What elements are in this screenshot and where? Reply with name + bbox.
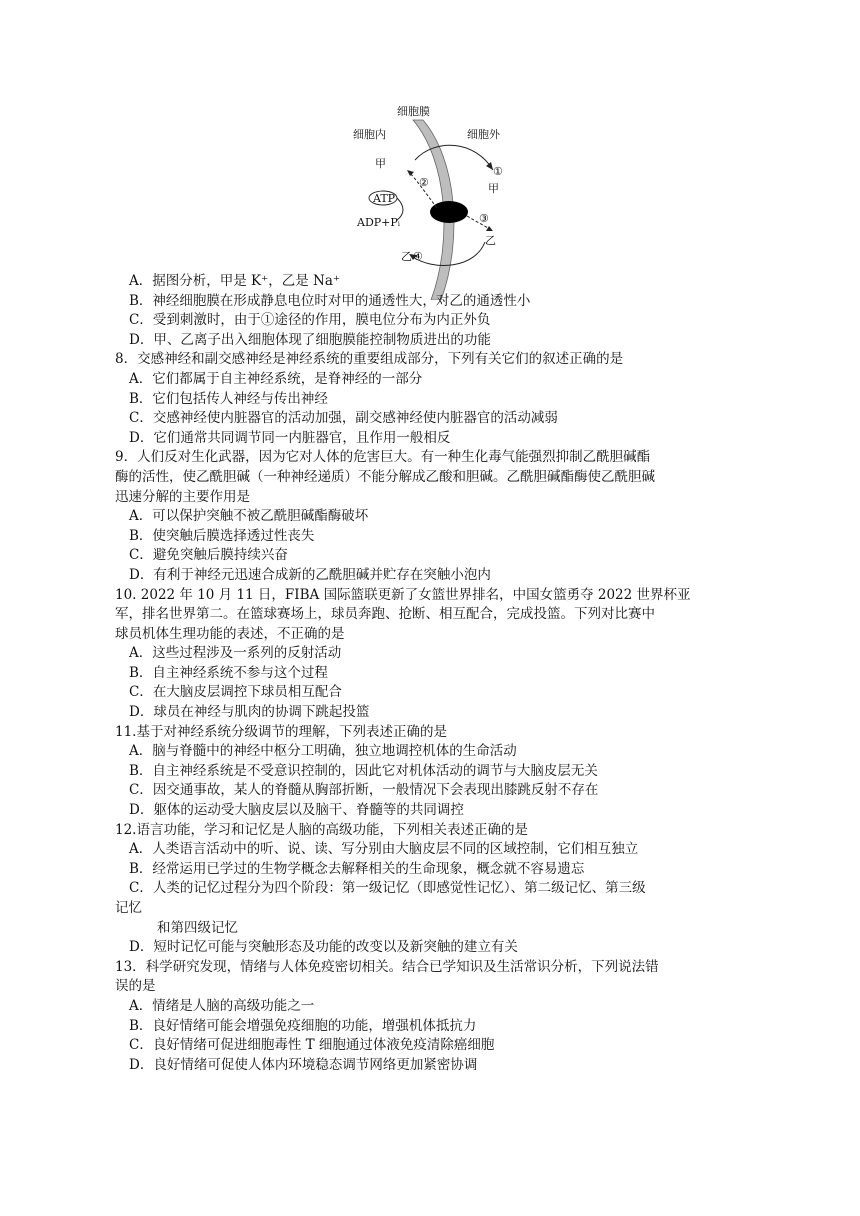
question-line: 酶的活性，使乙酰胆碱（一种神经递质）不能分解成乙酸和胆碱。乙酰胆碱酯酶使乙酰胆碱 xyxy=(115,468,655,485)
question-line: 13．科学研究发现，情绪与人体免疫密切相关。结合已学知识及生活常识分析，下列说法错 xyxy=(115,958,659,975)
question-line: 迅速分解的主要作用是 xyxy=(115,488,250,505)
label-yi-outside: 乙 xyxy=(485,234,496,247)
question-line: 和第四级记忆 xyxy=(157,919,238,936)
label-circle-3: ③ xyxy=(479,212,489,225)
answer-option: D．躯体的运动受大脑皮层以及脑干、脊髓等的共同调控 xyxy=(129,802,464,819)
answer-option: B．良好情绪可能会增强免疫细胞的功能，增强机体抵抗力 xyxy=(129,1017,477,1034)
answer-option: D．它们通常共同调节同一内脏器官，且作用一般相反 xyxy=(129,429,451,446)
answer-option: A．可以保护突触不被乙酰胆碱酯酶破坏 xyxy=(129,508,369,525)
answer-option: D．短时记忆可能与突触形态及功能的改变以及新突触的建立有关 xyxy=(129,939,518,956)
membrane-diagram xyxy=(345,100,520,300)
question-line: 10. 2022 年 10 月 11 日，FIBA 国际篮联更新了女篮世界排名，中国女篮勇夺 2022 世界杯亚 xyxy=(115,586,691,603)
label-jia-inside: 甲 xyxy=(375,157,386,170)
answer-option: B．自主神经系统是不受意识控制的，因此它对机体活动的调节与大脑皮层无关 xyxy=(129,762,598,779)
label-circle-1: ① xyxy=(493,165,503,178)
question-line: 误的是 xyxy=(115,978,156,995)
answer-option: B．使突触后膜选择透过性丧失 xyxy=(129,527,315,544)
question-line: 11.基于对神经系统分级调节的理解，下列表述正确的是 xyxy=(115,723,447,740)
answer-option: A．据图分析，甲是 K⁺，乙是 Na⁺ xyxy=(129,273,341,289)
answer-option: D．球员在神经与肌肉的协调下跳起投篮 xyxy=(129,704,370,721)
answer-option: B．它们包括传人神经与传出神经 xyxy=(129,390,328,407)
answer-option: A．它们都属于自主神经系统，是脊神经的一部分 xyxy=(129,370,423,387)
question-line: 8．交感神经和副交感神经是神经系统的重要组成部分，下列有关它们的叙述正确的是 xyxy=(115,351,624,368)
answer-option: C．交感神经使内脏器官的活动加强，副交感神经使内脏器官的活动减弱 xyxy=(129,410,558,427)
label-inside: 细胞内 xyxy=(353,128,386,141)
arrow-head xyxy=(407,170,414,176)
label-membrane: 细胞膜 xyxy=(397,105,430,118)
question-line: 9．人们反对生化武器，因为它对人体的危害巨大。有一种生化毒气能强烈抑制乙酰胆碱酯 xyxy=(115,449,651,466)
answer-option: C．受到刺激时，由于①途径的作用，膜电位分布为内正外负 xyxy=(129,312,491,329)
answer-option: A．情绪是人脑的高级功能之一 xyxy=(129,997,315,1014)
answer-option: A．脑与脊髓中的神经中枢分工明确，独立地调控机体的生命活动 xyxy=(129,743,517,760)
label-circle-4: ④ xyxy=(413,250,423,263)
label-jia-outside: 甲 xyxy=(488,182,499,195)
answer-option: A．人类语言活动中的听、说、读、写分别由大脑皮层不同的区域控制，它们相互独立 xyxy=(129,841,639,858)
question-line: 军，排名世界第二。在篮球赛场上，球员奔跑、抢断、相互配合，完成投篮。下列对比赛中 xyxy=(115,606,655,623)
label-outside: 细胞外 xyxy=(467,128,500,141)
answer-option: D．有利于神经元迅速合成新的乙酰胆碱并贮存在突触小泡内 xyxy=(129,566,491,583)
answer-option: B．自主神经系统不参与这个过程 xyxy=(129,664,328,681)
answer-option: C．因交通事故，某人的脊髓从胸部折断，一般情况下会表现出膝跳反射不存在 xyxy=(129,782,599,799)
answer-option: D．良好情绪可促使人体内环境稳态调节网络更加紧密协调 xyxy=(129,1056,478,1073)
label-yi-inside: 乙 xyxy=(401,250,412,263)
question-text xyxy=(115,272,735,1075)
label-circle-2: ② xyxy=(419,176,429,189)
answer-option: B．经常运用已学过的生物学概念去解释相关的生命现象，概念就不容易遗忘 xyxy=(129,860,585,877)
carrier-protein xyxy=(430,201,468,223)
question-line: 12.语言功能，学习和记忆是人脑的高级功能，下列相关表述正确的是 xyxy=(115,821,528,838)
answer-option: A．这些过程涉及一系列的反射活动 xyxy=(129,645,342,662)
path-1-arc xyxy=(415,145,493,170)
answer-option: C．良好情绪可促进细胞毒性 T 细胞通过体液免疫清除癌细胞 xyxy=(129,1037,495,1054)
question-line: 记忆 xyxy=(115,900,142,916)
arrow-head xyxy=(486,226,493,231)
answer-option: C．避免突触后膜持续兴奋 xyxy=(129,547,288,564)
membrane-transport-figure xyxy=(345,100,520,300)
label-adp: ADP+Pᵢ xyxy=(357,216,400,229)
answer-option: B．神经细胞膜在形成静息电位时对甲的通透性大，对乙的通透性小 xyxy=(129,292,531,309)
answer-option: C．人类的记忆过程分为四个阶段：第一级记忆（即感觉性记忆）、第二级记忆、第三级 xyxy=(129,880,646,897)
arrow-head xyxy=(486,162,493,170)
answer-option: C．在大脑皮层调控下球员相互配合 xyxy=(129,684,342,701)
question-line: 球员机体生理功能的表述，不正确的是 xyxy=(115,625,345,642)
label-atp: ATP xyxy=(373,192,396,205)
answer-option: D．甲、乙离子出入细胞体现了细胞膜能控制物质进出的功能 xyxy=(129,331,491,348)
